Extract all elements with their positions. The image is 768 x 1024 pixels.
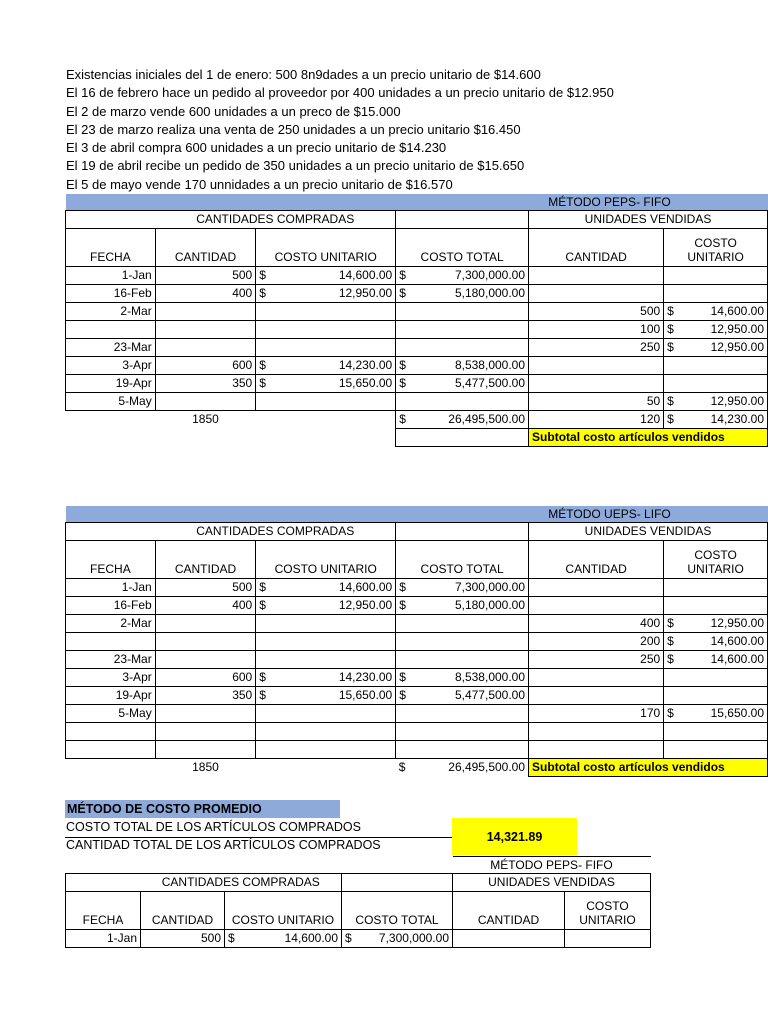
cell-costo-unitario: $ 14,600.00 xyxy=(225,930,342,948)
cell-cantidad-vendida: 250 xyxy=(529,651,664,669)
cell-cantidad-vendida xyxy=(529,285,664,303)
header-vendidas: UNIDADES VENDIDAS xyxy=(529,523,768,541)
cell-costo-total: $ 5,180,000.00 xyxy=(396,597,529,615)
cell-costo-unitario-vendido xyxy=(664,597,768,615)
header-compradas: CANTIDADES COMPRADAS xyxy=(141,874,342,892)
cell-cantidad-vendida: 50 xyxy=(529,393,664,411)
cell-costo-total: $ 5,180,000.00 xyxy=(396,285,529,303)
promedio-line-cantidad: CANTIDAD TOTAL DE LOS ARTÍCULOS COMPRADOS xyxy=(66,838,381,852)
subtotal-label: Subtotal costo artículos vendidos xyxy=(529,759,768,777)
header-costo-unitario: COSTO UNITARIO xyxy=(225,892,342,930)
cell-costo-unitario-vendido: $ 12,950.00 xyxy=(664,321,768,339)
header-costo-unitario: COSTO UNITARIO xyxy=(256,541,396,579)
table-row xyxy=(66,375,768,393)
cell-cantidad xyxy=(155,651,256,669)
cell-cantidad-vendida xyxy=(529,687,664,705)
cell-costo-total xyxy=(396,339,529,357)
cell-costo-unitario-vendido: $ 14,600.00 xyxy=(664,651,768,669)
cell-cantidad xyxy=(155,633,256,651)
cell-costo-unitario xyxy=(256,615,396,633)
cell-costo-unitario-vendido xyxy=(664,579,768,597)
cell-cantidad-vendida xyxy=(529,741,664,759)
header-cantidad-vendida: CANTIDAD xyxy=(453,892,565,930)
cell-costo-total xyxy=(396,303,529,321)
cell-fecha: 1-Jan xyxy=(66,267,156,285)
cell-costo-unitario-vendido: $ 14,600.00 xyxy=(664,303,768,321)
cell-costo-unitario xyxy=(256,705,396,723)
header-fecha: FECHA xyxy=(66,229,156,267)
promedio-title: MÉTODO DE COSTO PROMEDIO xyxy=(65,800,340,818)
peps-fifo-table-2 xyxy=(65,856,651,948)
cell-fecha: 3-Apr xyxy=(66,669,156,687)
table-row xyxy=(66,597,768,615)
last-cantidad-vendida: 120 xyxy=(529,411,664,429)
header-blank xyxy=(396,211,529,229)
table-title-band xyxy=(66,506,768,523)
table-row xyxy=(66,687,768,705)
cell-costo-unitario-vendido xyxy=(664,357,768,375)
header-costo-total: COSTO TOTAL xyxy=(396,229,529,267)
cell-costo-unitario: $ 12,950.00 xyxy=(256,597,396,615)
cell-fecha: 23-Mar xyxy=(66,339,156,357)
table-row xyxy=(66,267,768,285)
cell-cantidad-vendida xyxy=(529,357,664,375)
intro-line: El 3 de abril compra 600 unidades a un precio unitario de $14.230 xyxy=(66,140,447,156)
intro-line: El 2 de marzo vende 600 unidades a un preco de $15.000 xyxy=(66,103,401,119)
table-row xyxy=(66,285,768,303)
cell-costo-unitario-vendido: $ 14,600.00 xyxy=(664,633,768,651)
total-cantidad: 1850 xyxy=(192,760,219,775)
cell-costo-unitario: $ 12,950.00 xyxy=(256,285,396,303)
cell-fecha: 16-Feb xyxy=(66,285,156,303)
cell-costo-unitario: $ 15,650.00 xyxy=(256,687,396,705)
cell-fecha: 16-Feb xyxy=(66,597,156,615)
cell-cantidad xyxy=(155,321,256,339)
cell-costo-unitario-vendido xyxy=(664,669,768,687)
cell-costo-unitario: $ 15,650.00 xyxy=(256,375,396,393)
table-row xyxy=(66,357,768,375)
cell-costo-total: $ 5,477,500.00 xyxy=(396,687,529,705)
blank-cell xyxy=(66,857,453,874)
totals-blank xyxy=(256,759,396,777)
cell-costo-total: $ 7,300,000.00 xyxy=(342,930,453,948)
cell-cantidad: 500 xyxy=(155,579,256,597)
table-row xyxy=(66,741,768,759)
cell-fecha: 2-Mar xyxy=(66,303,156,321)
promedio-value: 14,321.89 xyxy=(452,818,577,855)
cell-costo-unitario-vendido xyxy=(664,687,768,705)
intro-line: El 23 de marzo realiza una venta de 250 unidades a un precio unitario $16.450 xyxy=(66,121,521,137)
cell-costo-total: $ 7,300,000.00 xyxy=(396,579,529,597)
table-row xyxy=(66,393,768,411)
cell-fecha: 19-Apr xyxy=(66,687,156,705)
cell-costo-total xyxy=(396,633,529,651)
table-row xyxy=(66,339,768,357)
cell-costo-unitario xyxy=(256,723,396,741)
cell-costo-unitario-vendido: $ 12,950.00 xyxy=(664,615,768,633)
cell-fecha: 2-Mar xyxy=(66,615,156,633)
table-row xyxy=(66,615,768,633)
header-cantidad-vendida: CANTIDAD xyxy=(529,541,664,579)
cell-costo-total: $ 8,538,000.00 xyxy=(396,357,529,375)
cell-fecha: 3-Apr xyxy=(66,357,156,375)
cell-cantidad-vendida: 170 xyxy=(529,705,664,723)
table-row xyxy=(66,723,768,741)
header-costo-unitario-vendido: COSTO UNITARIO xyxy=(664,229,768,267)
cell-costo-unitario-vendido: $ 12,950.00 xyxy=(664,339,768,357)
cell-costo-unitario: $ 14,230.00 xyxy=(256,357,396,375)
cell-costo-unitario: $ 14,600.00 xyxy=(256,267,396,285)
cell-cantidad-vendida xyxy=(529,267,664,285)
cell-costo-unitario xyxy=(256,339,396,357)
cell-costo-unitario-vendido xyxy=(664,285,768,303)
cell-fecha: 1-Jan xyxy=(66,930,141,948)
header-cantidad: CANTIDAD xyxy=(155,541,256,579)
blank-cell xyxy=(66,429,156,447)
table-title-band xyxy=(66,194,768,211)
table-row xyxy=(66,579,768,597)
header-costo-unitario-vendido: COSTO UNITARIO xyxy=(664,541,768,579)
cell-costo-total xyxy=(396,393,529,411)
cell-fecha xyxy=(66,633,156,651)
cell-cantidad: 400 xyxy=(155,597,256,615)
cell-costo-total xyxy=(396,705,529,723)
cell-costo-unitario-vendido xyxy=(664,723,768,741)
cell-cantidad xyxy=(155,705,256,723)
cell-costo-total xyxy=(396,651,529,669)
cell-costo-unitario-vendido xyxy=(664,741,768,759)
subtotal-label: Subtotal costo artículos vendidos xyxy=(529,429,768,447)
header-cantidad: CANTIDAD xyxy=(155,229,256,267)
last-costo-vendido: $ 14,230.00 xyxy=(664,411,768,429)
intro-text xyxy=(66,66,614,194)
blank-cell xyxy=(155,429,256,447)
header-compradas: CANTIDADES COMPRADAS xyxy=(155,211,395,229)
header-fecha: FECHA xyxy=(66,541,156,579)
cell-cantidad: 600 xyxy=(155,357,256,375)
cell-cantidad: 500 xyxy=(141,930,225,948)
table-title: MÉTODO UEPS- LIFO xyxy=(548,507,671,521)
table-title: MÉTODO PEPS- FIFO xyxy=(548,195,671,209)
cell-costo-unitario xyxy=(256,303,396,321)
cell-cantidad xyxy=(155,393,256,411)
header-blank xyxy=(66,874,141,892)
cell-cantidad-vendida: 500 xyxy=(529,303,664,321)
blank-cell xyxy=(256,429,396,447)
cell-fecha: 1-Jan xyxy=(66,579,156,597)
header-compradas: CANTIDADES COMPRADAS xyxy=(155,523,395,541)
table-row xyxy=(66,651,768,669)
table-title: MÉTODO PEPS- FIFO xyxy=(453,857,651,874)
cell-fecha: 19-Apr xyxy=(66,375,156,393)
cell-costo-total xyxy=(396,615,529,633)
total-costo: $ 26,495,500.00 xyxy=(396,411,529,429)
cell-costo-unitario xyxy=(256,651,396,669)
cell-cantidad-vendida xyxy=(529,669,664,687)
cell-cantidad-vendida xyxy=(529,579,664,597)
cell-costo-unitario: $ 14,230.00 xyxy=(256,669,396,687)
cell-costo-unitario xyxy=(256,393,396,411)
intro-line: El 5 de mayo vende 170 unnidades a un precio unitario de $16.570 xyxy=(66,176,453,192)
intro-line: El 16 de febrero hace un pedido al proveedor por 400 unidades a un precio unitario de $12.950 xyxy=(66,85,614,101)
cell-cantidad: 500 xyxy=(155,267,256,285)
cell-fecha xyxy=(66,321,156,339)
header-costo-total: COSTO TOTAL xyxy=(342,892,453,930)
header-vendidas: UNIDADES VENDIDAS xyxy=(529,211,768,229)
header-blank xyxy=(66,523,156,541)
cell-costo-total: $ 8,538,000.00 xyxy=(396,669,529,687)
cell-costo-unitario-vendido: $ 15,650.00 xyxy=(664,705,768,723)
cell-cantidad: 400 xyxy=(155,285,256,303)
cell-fecha: 5-May xyxy=(66,393,156,411)
cell-cantidad: 600 xyxy=(155,669,256,687)
cell-cantidad-vendida xyxy=(529,375,664,393)
table-row xyxy=(66,303,768,321)
total-cantidad: 1850 xyxy=(192,412,219,427)
header-costo-unitario: COSTO UNITARIO xyxy=(256,229,396,267)
table-row xyxy=(66,930,651,948)
cell-costo-total: $ 5,477,500.00 xyxy=(396,375,529,393)
totals-blank xyxy=(66,411,156,429)
header-cantidad: CANTIDAD xyxy=(141,892,225,930)
cell-cantidad: 350 xyxy=(155,375,256,393)
cell-fecha xyxy=(66,723,156,741)
total-costo: $ 26,495,500.00 xyxy=(398,760,526,775)
cell-costo-total xyxy=(396,321,529,339)
cell-cantidad-vendida: 200 xyxy=(529,633,664,651)
cell-cantidad-vendida xyxy=(453,930,565,948)
cell-costo-unitario xyxy=(256,633,396,651)
cell-cantidad xyxy=(155,723,256,741)
cell-costo-total xyxy=(396,723,529,741)
cell-cantidad-vendida: 400 xyxy=(529,615,664,633)
header-vendidas: UNIDADES VENDIDAS xyxy=(453,874,651,892)
cell-costo-total xyxy=(396,741,529,759)
cell-fecha: 5-May xyxy=(66,705,156,723)
cell-cantidad: 350 xyxy=(155,687,256,705)
cell-fecha: 23-Mar xyxy=(66,651,156,669)
cell-fecha xyxy=(66,741,156,759)
header-cantidad-vendida: CANTIDAD xyxy=(529,229,664,267)
cell-costo-unitario: $ 14,600.00 xyxy=(256,579,396,597)
header-costo-unitario-vendido: COSTO UNITARIO xyxy=(565,892,651,930)
header-fecha: FECHA xyxy=(66,892,141,930)
intro-line: El 19 de abril recibe un pedido de 350 unidades a un precio unitario de $15.650 xyxy=(66,158,525,174)
header-blank xyxy=(66,211,156,229)
header-costo-total: COSTO TOTAL xyxy=(396,541,529,579)
header-blank xyxy=(396,523,529,541)
cell-costo-total: $ 7,300,000.00 xyxy=(396,267,529,285)
cell-cantidad xyxy=(155,615,256,633)
cell-costo-unitario-vendido xyxy=(664,267,768,285)
promedio-line-costo: COSTO TOTAL DE LOS ARTÍCULOS COMPRADOS xyxy=(66,820,361,834)
cell-cantidad-vendida xyxy=(529,597,664,615)
cell-cantidad xyxy=(155,741,256,759)
cell-costo-unitario xyxy=(256,741,396,759)
ueps-lifo-table xyxy=(65,506,768,777)
cell-cantidad-vendida xyxy=(529,723,664,741)
header-blank xyxy=(342,874,453,892)
cell-costo-unitario-vendido xyxy=(565,930,651,948)
totals-blank xyxy=(66,759,156,777)
table-row xyxy=(66,669,768,687)
intro-line: Existencias iniciales del 1 de enero: 500 8n9dades a un precio unitario de $14.600 xyxy=(66,67,541,82)
cell-costo-unitario-vendido xyxy=(664,375,768,393)
cell-costo-unitario-vendido: $ 12,950.00 xyxy=(664,393,768,411)
table-row xyxy=(66,705,768,723)
cell-cantidad xyxy=(155,339,256,357)
cell-cantidad xyxy=(155,303,256,321)
totals-blank xyxy=(256,411,396,429)
table-row xyxy=(66,633,768,651)
cell-cantidad-vendida: 100 xyxy=(529,321,664,339)
peps-fifo-table xyxy=(65,194,768,447)
cell-cantidad-vendida: 250 xyxy=(529,339,664,357)
table-row xyxy=(66,321,768,339)
blank-cell xyxy=(396,429,529,447)
cell-costo-unitario xyxy=(256,321,396,339)
